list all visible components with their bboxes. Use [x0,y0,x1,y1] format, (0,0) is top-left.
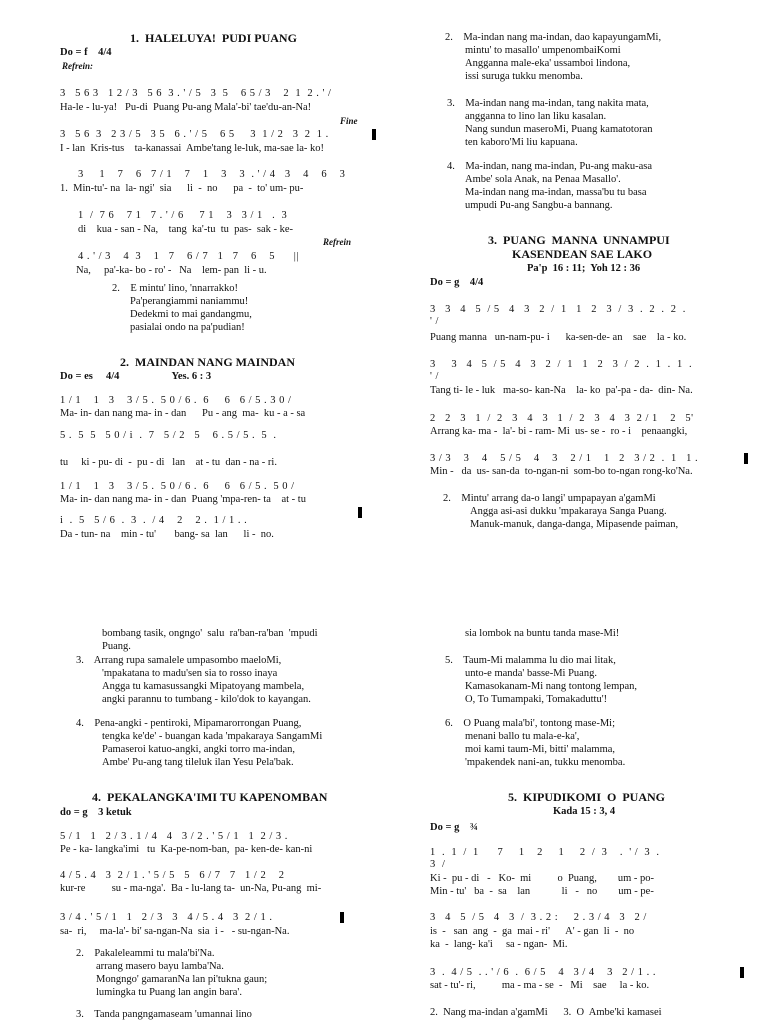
text-line-s1-fine: Fine [340,116,358,126]
text-line-s1-n2: 3 5 6 3 2 3 / 5 3 5 6 . ' / 5 6 5 3 1 / 2 3 2 1 . [60,129,329,140]
text-line-s1-title: 1. HALELUYA! PUDI PUANG [130,31,297,45]
text-line-s2-v4b: tengka ke'de' - buangan kada 'mpakaraya SangamMi [102,731,323,742]
text-line-s2-l1: Ma- in- dan nang ma- in - dan Pu - ang ma- ku - a - sa [60,408,306,419]
text-line-s3-v2b: Angga asi-asi dukku 'mpakaraya Sanga Puang. [470,506,667,517]
text-line-s4-v2a: 2. Pakaleleammi tu mala'bi'Na. [76,948,215,959]
text-line-s1-refrein: Refrein: [62,61,93,71]
text-line-s3-v6c: moi kami taum-Mi, bitti' malamma, [465,744,616,755]
end-barline-b2 [358,507,362,518]
text-line-s2-l2: tu ki - pu- di - pu - di lan at - tu dan - na - ri. [60,457,277,468]
text-line-s2-n4: i . 5 5 / 6 . 3 . / 4 2 2 . 1 / 1 . . [60,515,248,526]
text-line-s2-v3c: Angga tu kamasussangki Mipatoyang mambela, [102,681,305,692]
text-line-s3-v5a: 5. Taum-Mi malamma lu dio mai litak, [445,655,616,666]
end-barline-b4 [744,453,748,464]
text-line-s1-refrein2: Refrein [323,237,351,247]
text-line-s3-n2: 3 3 4 5 / 5 4 3 2 / 1 1 2 3 / 2 . 1 . 1 . [430,359,693,370]
text-line-s2-v3d: angki parannu to tumbang - kilo'dok to kayangan. [102,694,311,705]
text-line-s3-n3: 2 2 3 1 / 2 3 4 3 1 / 2 3 4 3 2 / 1 2 5' [430,413,694,424]
text-line-s4-l3: sa- ri, ma-la'- bi' sa-ngan-Na sia i - - su-ngan-Na. [60,926,290,937]
text-line-s3-n1b: ' / [430,316,439,327]
text-line-s3-l2: Tang ti- le - luk ma-so- kan-Na la- ko pa'-pa - da- din- Na. [430,385,693,396]
text-line-s3-l1: Puang manna un-nam-pu- i ka-sen-de- an sae la - ko. [430,332,687,343]
text-line-s3-v5b: unto-e manda' basse-Mi Puang. [465,668,597,679]
end-barline-b1 [372,129,376,140]
text-line-s2-v4rb: Ambe' sola Anak, na Penaa Masallo'. [465,174,621,185]
text-line-s2-v2d: issi suruga tukku menomba. [465,71,583,82]
text-line-s2-key: Do = es 4/4 Yes. 6 : 3 [60,371,212,382]
text-line-s3-v6b: menani ballo tu mala-e-ka', [465,731,580,742]
text-line-s5-n3: 3 . 4 / 5 . . ' / 6 . 6 / 5 4 3 / 4 3 2 / 1 . . [430,967,656,978]
text-line-s2-v3rb: angganna to lino lan liku kasalan. [465,111,607,122]
text-line-s2-v4a: 4. Pena-angki - pentiroki, Mipamarorrongan Puang, [76,718,302,729]
text-line-s1-n1: 3 5 6 3 1 2 / 3 5 6 3 . ' / 5 3 5 6 5 / 3 2 1 2 . ' / [60,88,332,99]
text-line-s3-v2c: Manuk-manuk, danga-danga, Mipasende paiman, [470,519,679,530]
text-line-s3-ref: Pa'p 16 : 11; Yoh 12 : 36 [527,263,641,274]
text-line-s3-v5c: Kamasokanam-Mi nang tontong lempan, [465,681,638,692]
text-line-s1-n5: 4 . ' / 3 4 3 1 7 6 / 7 1 7 6 5 || [78,251,299,262]
text-line-s4-l2: kur-re su - ma-nga'. Ba - lu-lang ta- un-Na, Pu-ang mi- [60,883,322,894]
text-line-s4-v2b: arrang masero bayu lamba'Na. [96,961,224,972]
text-line-s1-n3: 3 1 7 6 7 / 1 7 1 3 3 . ' / 4 3 4 6 3 [78,169,346,180]
text-line-s3-n1: 3 3 4 5 / 5 4 3 2 / 1 1 2 3 / 3 . 2 . 2 . [430,304,686,315]
text-line-s1-l4: di kua - san - Na, tang ka'-tu tu pas- sak - ke- [78,224,294,235]
text-line-s3-l3: Arrang ka- ma - la'- bi - ram- Mi us- se - ro - i penaangki, [430,426,688,437]
text-line-s3-l4: Min - da us- san-da to-ngan-ni som-bo to-ngan rong-ko'Na. [430,466,693,477]
text-line-s5-l3: sat - tu'- ri, ma - ma - se - Mi sae la - ko. [430,980,650,991]
text-line-s5-key: Do = g ¾ [430,822,478,833]
text-line-s4-n1: 5 / 1 1 2 / 3 . 1 / 4 4 3 / 2 . ' 5 / 1 1 2 / 3 . [60,831,288,842]
text-line-s2-v4ra: 4. Ma-indan, nang ma-indan, Pu-ang maku-asa [447,161,652,172]
text-line-s5-v2: 2. Nang ma-indan a'gamMi 3. O Ambe'ki kamasei [430,1007,662,1018]
text-line-s1-l5: Na, pa'-ka- bo - ro' - Na lem- pan li - u. [76,265,267,276]
text-line-s5-l1b: Min - tu' ba - sa lan li - no um - pe- [430,886,654,897]
text-line-s5-n1b: 3 / [430,859,446,870]
text-line-s5-title: 5. KIPUDIKOMI O PUANG [508,790,665,804]
text-line-s2-v2c: Angganna male-eka' ussamboi lindona, [465,58,631,69]
text-line-s5-n1: 1 . 1 / 1 7 1 2 1 2 / 3 . ' / 3 . [430,847,660,858]
text-line-s3-n2b: ' / [430,371,439,382]
text-line-s2-l3: Ma- in- dan nang ma- in - dan Puang 'mpa-ren- ta at - tu [60,494,306,505]
text-line-s2-n3: 1 / 1 1 3 3 / 5 . 5 0 / 6 . 6 6 6 / 5 . 5 0 / [60,481,295,492]
text-line-s2-v4d: Ambe' Pu-ang tang tileluk ilan Yesu Pela'bak. [102,757,294,768]
text-line-s5-l2a: is - san ang - ga mai - ri' A' - gan li - no [430,926,635,937]
text-line-s2-v2b: mintu' to masallo' umpenombaiKomi [465,45,621,56]
text-line-s5-ref: Kada 15 : 3, 4 [553,806,616,817]
text-line-s3-title1: 3. PUANG MANNA UNNAMPUI [488,233,670,247]
text-line-s4-n2: 4 / 5 . 4 3 2 / 1 . ' 5 / 5 5 6 / 7 7 1 / 2 2 [60,870,285,881]
text-line-s1-v2c: Dedekmi to mai gandangmu, [130,309,252,320]
text-line-s1-v2d: pasialai ondo na pa'pudian! [130,322,245,333]
text-line-s3-v6a: 6. O Puang mala'bi', tontong mase-Mi; [445,718,616,729]
text-line-s2-v4rd: umpudi Pu-ang Sangbu-a bannang. [465,200,613,211]
text-line-s3-c1: sia lombok na buntu tanda mase-Mi! [465,628,620,639]
text-line-s1-key: Do = f 4/4 [60,47,112,58]
end-barline-b5 [740,967,744,978]
end-barline-b3 [340,912,344,923]
text-line-s5-n2: 3 4 5 / 5 4 3 / 3 . 2 : 2 . 3 / 4 3 2 / [430,912,647,923]
text-line-s2-title: 2. MAINDAN NANG MAINDAN [120,355,295,369]
text-line-s2-v3rd: ten kaboro'Mi liu kapuana. [465,137,578,148]
text-line-s2-l4: Da - tun- na min - tu' bang- sa lan li - no. [60,529,274,540]
text-line-s2-c2: Puang. [102,641,131,652]
text-line-s3-key: Do = g 4/4 [430,277,484,288]
text-line-s4-title: 4. PEKALANGKA'IMI TU KAPENOMBAN [92,790,328,804]
text-line-s4-n3: 3 / 4 . ' 5 / 1 1 2 / 3 3 4 / 5 . 4 3 2 / 1 . [60,912,273,923]
text-line-s5-l2b: ka - lang- ka'i sa - ngan- Mi. [430,939,568,950]
text-line-s2-n1: 1 / 1 1 3 3 / 5 . 5 0 / 6 . 6 6 6 / 5 . 3 0 / [60,395,292,406]
text-line-s1-l3: 1. Min-tu'- na la- ngi' sia li - no pa - to' um- pu- [60,183,304,194]
text-line-s2-v3a: 3. Arrang rupa samalele umpasombo maeloMi, [76,655,282,666]
text-line-s4-v3: 3. Tanda pangngamaseam 'umannai lino [76,1009,252,1020]
text-line-s1-v2b: Pa'perangiammi naniammu! [130,296,249,307]
text-line-s3-v2a: 2. Mintu' arrang da-o langi' umpapayan a'gamMi [443,493,656,504]
text-line-s3-title2: KASENDEAN SAE LAKO [512,247,653,261]
text-line-s2-v4rc: Ma-indan nang ma-indan, massa'bu tu basa [465,187,647,198]
text-line-s4-key: do = g 3 ketuk [60,807,132,818]
text-line-s4-l1: Pe - ka- langka'imi tu Ka-pe-nom-ban, pa- ken-de- kan-ni [60,844,313,855]
text-line-s3-n4: 3 / 3 3 4 5 / 5 4 3 2 / 1 1 2 3 / 2 . 1 1 . [430,453,699,464]
text-line-s1-n4: 1 / 7 6 7 1 7 . ' / 6 7 1 3 3 / 1 . 3 [78,210,288,221]
text-line-s1-v2a: 2. E mintu' lino, 'nnarrakko! [112,283,238,294]
text-line-s3-v6d: 'mpakendek nani-an, tukku menomba. [465,757,626,768]
text-line-s1-l2: I - lan Kris-tus ta-kanassai Ambe'tang le-luk, ma-sae la- ko! [60,143,325,154]
text-line-s3-v5d: O, To Tumampaki, Tomakaduttu'! [465,694,608,705]
text-line-s2-n2: 5 . 5 5 5 0 / i . 7 5 / 2 5 6 . 5 / 5 . 5 . [60,430,277,441]
text-line-s5-l1a: Ki - pu - di - Ko- mi o Puang, um - po- [430,873,654,884]
text-line-s2-v3b: 'mpakatana to madu'sen sia to rosso inaya [102,668,278,679]
text-line-s2-v4c: Pamaseroi katuo-angki, angki torro ma-indan, [102,744,296,755]
text-line-s2-v3rc: Nang sundun maseroMi, Puang kamatotoran [465,124,653,135]
text-line-s2-v3ra: 3. Ma-indan nang ma-indan, tang nakita mata, [447,98,649,109]
text-line-s2-c1: bombang tasik, ongngo' salu ra'ban-ra'ban 'mpudi [102,628,318,639]
text-line-s4-v2c: Mongngo' gamaranNa lan pi'tukna gaun; [96,974,268,985]
text-line-s4-v2d: lumingka tu Puang lan angin bara'. [96,987,242,998]
text-line-s2-v2a: 2. Ma-indan nang ma-indan, dao kapayungamMi, [445,32,662,43]
text-line-s1-l1: Ha-le - lu-ya! Pu-di Puang Pu-ang Mala'-bi' tae'du-an-Na! [60,102,312,113]
